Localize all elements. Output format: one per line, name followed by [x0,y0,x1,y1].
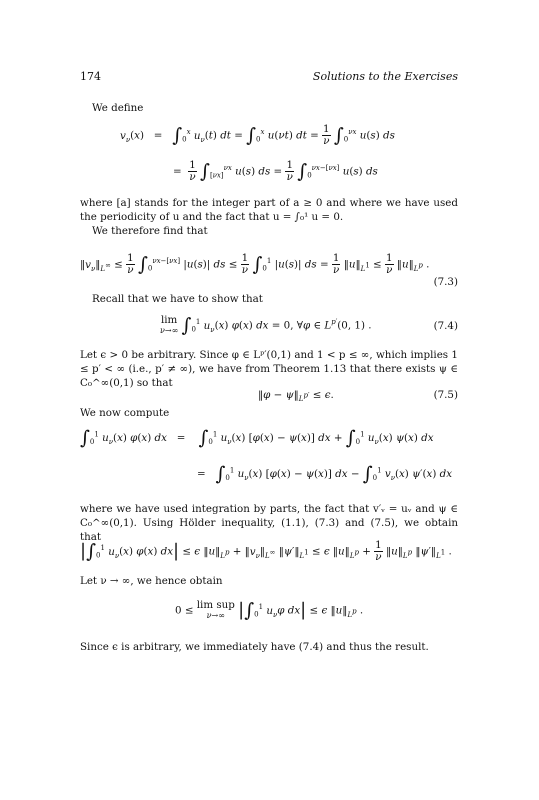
equation-compute-line1: $\int_0^1$ $u_\nu(x)$ φ(x) dx = $\int_0^1$ $u_\nu(x) [\varphi(x) - \psi(x)]$ dx + $\int_0^1$ $u_\nu(x)$ ψ(x) dx [80,427,434,449]
equation-v-nu-line2: = $\frac{1}{\nu}$ $\int_{[\nu x]}^{\nu x}$ u(s) ds = $\frac{1}{\nu}$ $\int_0^{\nu x-[\nu x]}$ u(s) ds [173,159,378,183]
equation-compute-line2: = $\int_0^1$ $u_\nu(x) [\varphi(x) - \psi(x)]$ dx − $\int_0^1$ $v_\nu(x)$ ψ′(x) dx [197,463,453,485]
paragraph-we-define: We define [92,102,144,114]
running-title: Solutions to the Exercises [312,70,458,83]
equation-number-7-3: (7.3) [433,276,458,288]
equation-7-4: lim ν→∞ $\int_0^1$ $u_\nu(x)$ φ(x) dx = 0, ∀φ ∈ $L^{p'}(0$, 1) . [160,314,372,337]
paragraph-conclusion: Since ϵ is arbitrary, we immediately have (7.4) and thus the result. [80,641,429,653]
equation-holder-estimate: $|\int_0^1$ $u_\nu(x)$ φ(x) dx| ≤ ϵ $‖u‖_{L^p}$ + $‖v_\nu‖_{L^\infty}$ $‖\psi'‖_{L^1} \le \epsilon$ $‖u‖_{L^p}$ + $\frac{1}{\nu}$ $‖u‖_{L^p}$ $‖\psi'‖_{L^1}$ . [80,539,452,563]
paragraph-let-epsilon: Let ϵ > 0 be arbitrary. Since φ ∈ Lᵖ′(0,1) and 1 < p ≤ ∞, which implies 1 ≤ p′ < ∞ (i.e., p′ ≠ ∞), we have from Theorem 1.13 that there exists ψ ∈ C₀^∞(0,1) so that [80,349,458,389]
page-number: 174 [80,70,101,83]
equation-limsup: 0 ≤ lim sup ν→∞ $|\int_0^1$ $u_\nu\varphi$ dx| ≤ ϵ $‖u‖_{L^p}$ . [175,599,364,622]
equation-7-5: ‖φ − $\psi‖_{L^{p'}} \le \epsilon$. [258,389,334,404]
paragraph-recall: Recall that we have to show that [92,293,263,305]
paragraph-integration-by-parts: where we have used integration by parts, the fact that v′ᵥ = uᵥ and ψ ∈ C₀^∞(0,1). Using Hölder inequality, (1.1), (7.3) and (7.5), we obtain that [80,503,458,543]
equation-v-nu-line1: $v_\nu(x) = \int_0^x$ $u_\nu(t)$ dt = $\int_0^x$ u(νt) dt = $\frac{1}{\nu}$ $\int_0^{\nu x}$ u(s) ds [120,123,395,147]
paragraph-therefore: We therefore find that [92,225,208,237]
paragraph-let-nu: Let ν → ∞, we hence obtain [80,575,223,587]
paragraph-integer-part: where [a] stands for the integer part of a ≥ 0 and where we have used the periodicity of u and the fact that u = ∫₀¹ u = 0. [80,197,458,223]
equation-number-7-5: (7.5) [433,389,458,401]
equation-7-3: $‖v_\nu‖_{L^\infty}$ ≤ $\frac{1}{\nu}$ $\int_0^{\nu x-[\nu x]}$ |u(s)| ds ≤ $\frac{1}{\nu}$ $\int_0^1$ |u(s)| ds = $\frac{1}{\nu}$ $‖u‖_{L^1}$ ≤ $\frac{1}{\nu}$ $‖u‖_{L^p}$ . [80,252,430,276]
paragraph-now-compute: We now compute [80,407,170,419]
equation-number-7-4: (7.4) [433,320,458,332]
